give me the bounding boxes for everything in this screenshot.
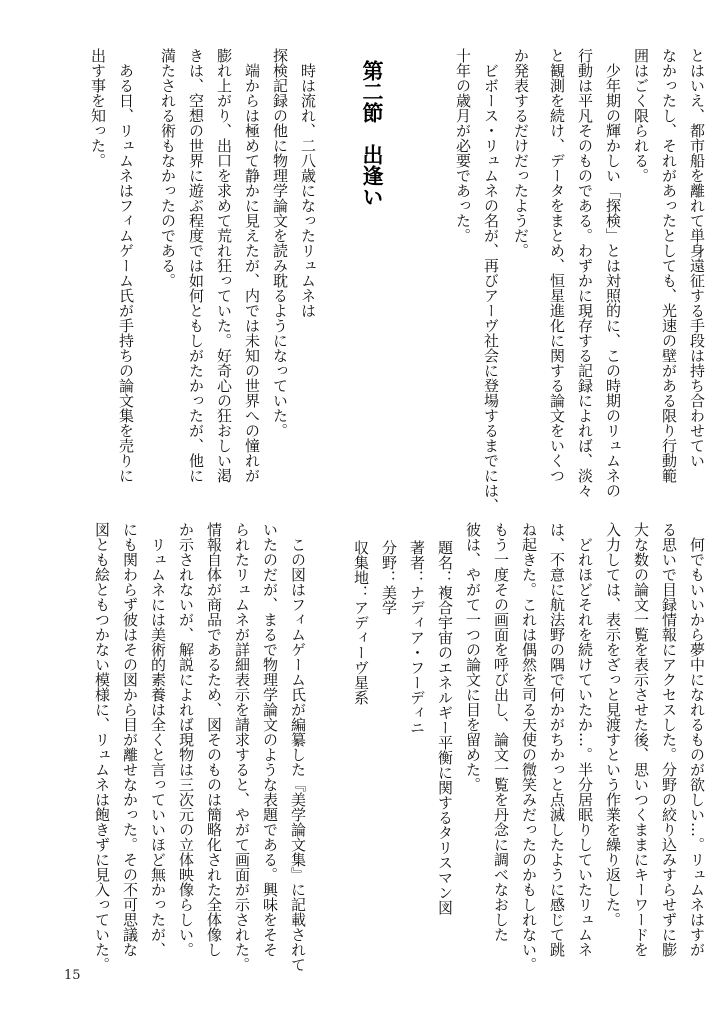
bottom-text-block-a — [459, 522, 711, 982]
text-line: ね起きた。これは偶然を司る天使の微笑みだったのかもしれない。 — [520, 522, 538, 972]
text-line: ビボース・リュムネの名が、再びアーヴ社会に登場するまでには、 — [482, 63, 500, 513]
citation-field: 分野：美学 — [380, 540, 398, 615]
citation-title: 題名：複合宇宙のエネルギー平衡に関するタリスマン図 — [436, 540, 454, 915]
text-line: 囲はごく限られる。 — [632, 48, 650, 183]
text-line: られたリュムネが詳細表示を請求すると、やがて画面が示された。 — [233, 522, 251, 972]
text-line: どれほどそれを続けていたか…。半分居眠りしていたリュムネ — [576, 537, 594, 957]
top-text-block-b — [445, 48, 535, 513]
section-heading: 第二節 出逢い — [360, 60, 384, 207]
top-text-block-c — [89, 48, 322, 508]
text-line: 入力しては、表示をざっと見渡すという作業を繰り返した。 — [604, 522, 622, 927]
text-line: 十年の歳月が必要であった。 — [454, 48, 472, 243]
page-number: 15 — [64, 968, 81, 983]
text-line: 時は流れ、二八歳になったリュムネは — [299, 63, 317, 318]
text-line: きは、空想の世界に遊ぶ程度では如何ともしがたかったが、他に — [187, 48, 205, 483]
text-line: ある日、リュムネはフィムゲーム氏が手持ちの論文集を売りに — [117, 63, 135, 483]
text-line: 探検記録の他に物理学論文を読み耽るようになっていた。 — [271, 48, 289, 438]
text-line: とはいえ、都市船を離れて単身遠征する手段は持ち合わせてい — [688, 48, 706, 468]
text-line: る思いで目録情報にアクセスした。分野の絞り込みすらせずに膨 — [660, 522, 678, 957]
text-line: 満たされる術もなかったのである。 — [159, 48, 177, 288]
text-line: 彼は、やがて一つの論文に目を留めた。 — [464, 522, 482, 792]
citation-author: 著者：ナディア・フーディニ — [408, 540, 426, 735]
text-line: は、不意に航法野の隅で何かがちかっと点滅したように感じて跳 — [548, 522, 566, 957]
text-line: 情報自体が商品であるため、図そのものは簡略化された全体像し — [205, 522, 223, 957]
text-line: もう一度その画面を呼び出し、論文一覧を丹念に調べなおした — [492, 522, 510, 942]
text-line: 行動は平凡そのものである。わずかに現存する記録によれば、淡々 — [576, 48, 594, 498]
text-line: と観測を続け、データをまとめ、恒星進化に関する論文をいくつ — [548, 48, 566, 483]
bottom-text-block-b — [84, 522, 312, 982]
text-line: この図はフィムゲーム氏が編纂した『美学論文集』に記載されて — [289, 537, 307, 972]
text-line: か示されないが、解説によれば現物は三次元の立体映像らしい。 — [177, 522, 195, 957]
text-line: 端からは極めて静かに見えたが、内では未知の世界への憧れが — [243, 63, 261, 483]
top-text-block-a — [535, 48, 711, 508]
text-line: か発表するだけだったようだ。 — [512, 48, 530, 258]
text-line: 何でもいいから夢中になれるものが欲しい…。リュムネはすが — [688, 537, 706, 957]
text-line: 図とも絵ともつかない模様に、リュムネは飽きずに見入っていた。 — [93, 522, 111, 972]
citation-collected: 収集地：アディーヴ星系 — [352, 540, 370, 705]
text-line: 大な数の論文一覧を表示させた後、思いつくままにキーワードを — [632, 522, 650, 957]
text-line: いたのだが、まるで物理学論文のような表題である。興味をそそ — [261, 522, 279, 957]
text-line: なかったし、それがあったとしても、光速の壁がある限り行動範 — [660, 48, 678, 483]
citation-block — [319, 540, 459, 980]
text-line: 少年期の輝かしい「探検」とは対照的に、この時期のリュムネの — [604, 63, 622, 498]
text-line: 膨れ上がり、出口を求めて荒れ狂っていた。好奇心の狂おしい渇 — [215, 48, 233, 483]
text-line: 出す事を知った。 — [89, 48, 107, 168]
text-line: にも関わらず彼はその図から目が離せなかった。その不可思議な — [121, 522, 139, 957]
text-line: リュムネには美術的素養は全くと言っていいほど無かったが、 — [149, 537, 167, 957]
